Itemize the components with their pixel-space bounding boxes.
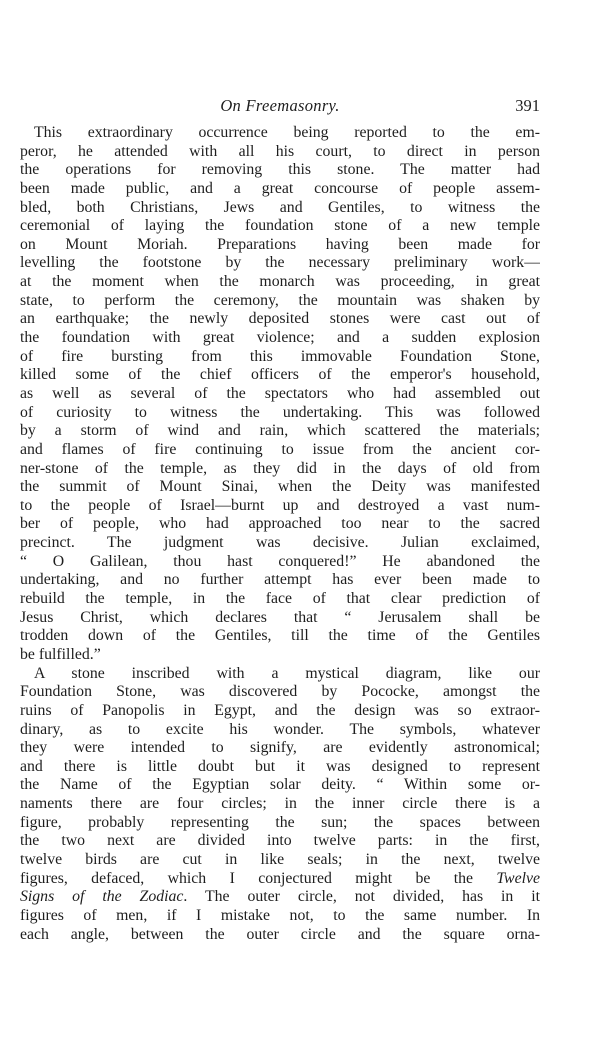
- text-line: naments there are four circles; in the inner circle there is a: [20, 795, 540, 813]
- text-line: ruins of Panopolis in Egypt, and the design was so extraor-: [20, 701, 540, 719]
- text-line: the Name of the Egyptian solar deity. “ Within some or-: [20, 776, 540, 794]
- text-line: the summit of Mount Sinai, when the Deity was manifested: [20, 478, 540, 496]
- page-number: 391: [515, 96, 540, 115]
- text-line: ceremonial of laying the foundation stone of a new temple: [20, 217, 540, 235]
- text-line: the foundation with great violence; and a sudden explosion: [20, 329, 540, 347]
- text-line: ner-stone of the temple, as they did in the days of old from: [20, 459, 540, 477]
- text-line: to the people of Israel—burnt up and destroyed a vast num-: [20, 496, 540, 514]
- body-text: [20, 124, 540, 944]
- text-line: be fulfilled.”: [20, 645, 101, 663]
- text-line: undertaking, and no further attempt has ever been made to: [20, 571, 540, 589]
- text-line: been made public, and a great concourse of people assem-: [20, 179, 540, 197]
- text-line: dinary, as to excite his wonder. The symbols, whatever: [20, 720, 540, 738]
- text-line: figures of men, if I mistake not, to the same number. In: [20, 906, 540, 924]
- text-line: on Mount Moriah. Preparations having been made for: [20, 235, 540, 253]
- text-line: of fire bursting from this immovable Foundation Stone,: [20, 347, 540, 365]
- text-line: levelling the footstone by the necessary preliminary work—: [20, 254, 540, 272]
- text-line: trodden down of the Gentiles, till the time of the Gentiles: [20, 627, 540, 645]
- text-line: the operations for removing this stone. The matter had: [20, 161, 540, 179]
- text-line: precinct. The judgment was decisive. Julian exclaimed,: [20, 534, 540, 552]
- text-line: bled, both Christians, Jews and Gentiles, to witness the: [20, 198, 540, 216]
- text-line: each angle, between the outer circle and the square orna-: [20, 925, 540, 943]
- text-line: of curiosity to witness the undertaking. This was followed: [20, 403, 540, 421]
- text-line: Foundation Stone, was discovered by Pococke, amongst the: [20, 683, 540, 701]
- text-line: the two next are divided into twelve parts: in the first,: [20, 832, 540, 850]
- text-line: they were intended to signify, are evidently astronomical;: [20, 739, 540, 757]
- text-line: as well as several of the spectators who had assembled out: [20, 384, 540, 402]
- running-title: On Freemasonry.: [220, 96, 340, 115]
- text-line: A stone inscribed with a mystical diagram, like our: [34, 664, 540, 682]
- text-line: by a storm of wind and rain, which scattered the materials;: [20, 422, 540, 440]
- text-line: Signs of the Zodiac. The outer circle, not divided, has in it: [20, 888, 540, 906]
- text-line: and flames of fire continuing to issue from the ancient cor-: [20, 440, 540, 458]
- text-line: state, to perform the ceremony, the mountain was shaken by: [20, 291, 540, 309]
- text-line: This extraordinary occurrence being reported to the em-: [34, 124, 540, 141]
- text-line: twelve birds are cut in like seals; in the next, twelve: [20, 850, 540, 868]
- text-line: an earthquake; the newly deposited stones were cast out of: [20, 310, 540, 328]
- text-line: figure, probably representing the sun; the spaces between: [20, 813, 540, 831]
- text-line: “ O Galilean, thou hast conquered!” He abandoned the: [20, 552, 540, 570]
- text-line: rebuild the temple, in the face of that clear prediction of: [20, 590, 540, 608]
- text-line: Jesus Christ, which declares that “ Jerusalem shall be: [20, 608, 540, 626]
- text-line: and there is little doubt but it was designed to represent: [20, 757, 540, 775]
- text-line: killed some of the chief officers of the emperor's household,: [20, 366, 540, 384]
- page-header: [20, 96, 540, 118]
- text-line: peror, he attended with all his court, to direct in person: [20, 142, 540, 160]
- text-line: figures, defaced, which I conjectured might be the Twelve: [20, 869, 540, 887]
- text-line: at the moment when the monarch was proceeding, in great: [20, 273, 540, 291]
- text-line: ber of people, who had approached too near to the sacred: [20, 515, 540, 533]
